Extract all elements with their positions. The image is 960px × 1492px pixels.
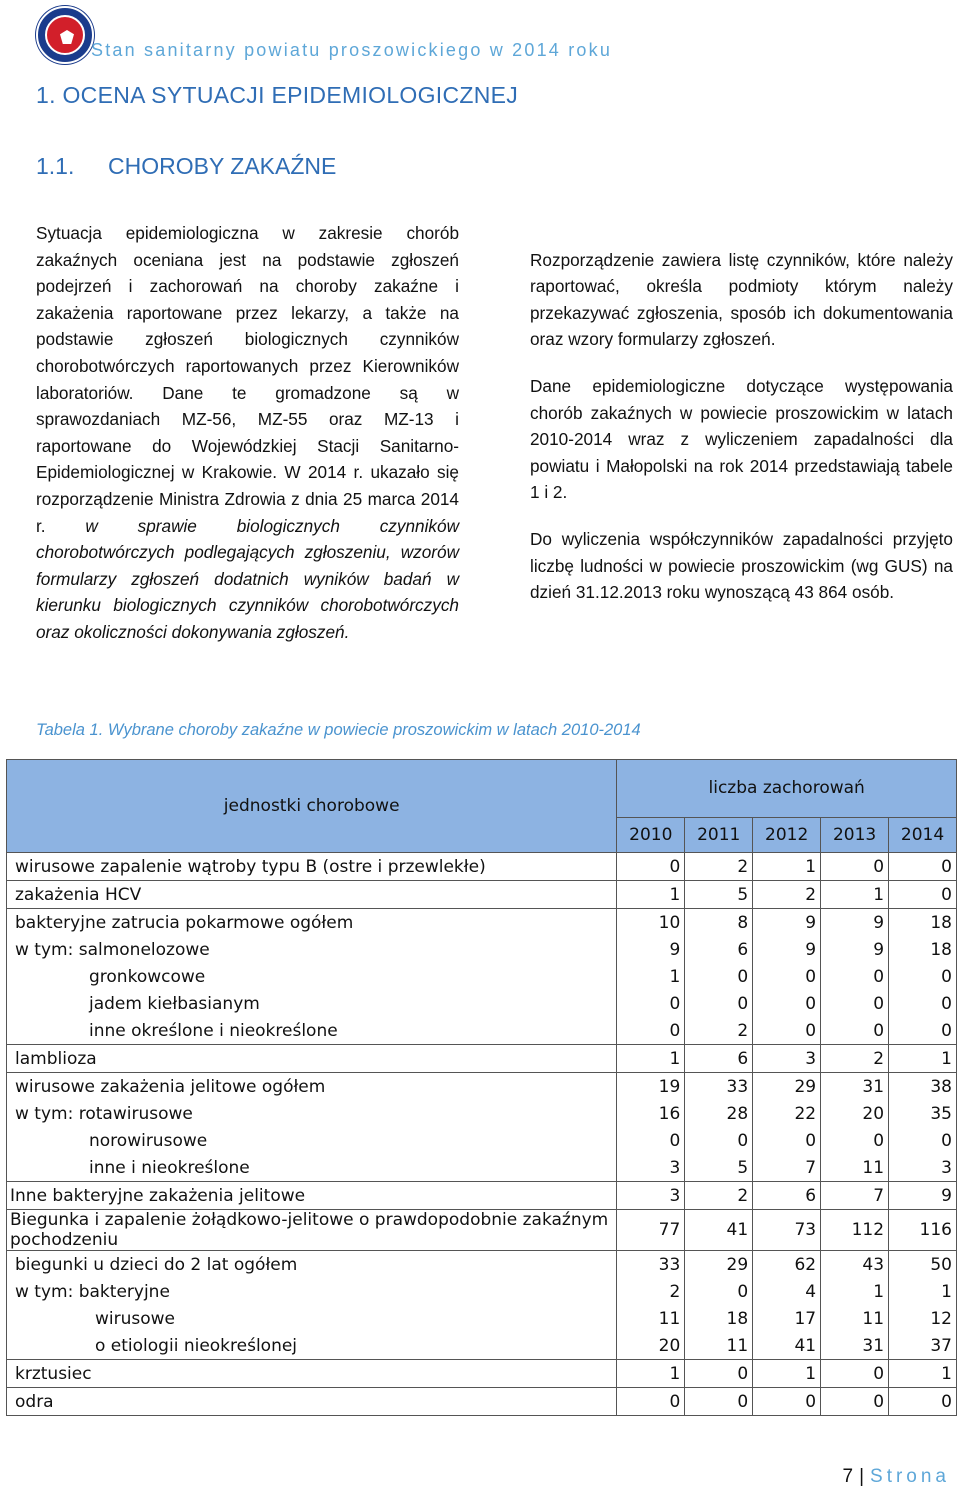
cell-value: 33 — [617, 1251, 685, 1279]
disease-table — [6, 759, 957, 1416]
cell-value: 31 — [821, 1332, 889, 1360]
cell-value: 16 — [617, 1100, 685, 1127]
cell-value: 9 — [753, 936, 821, 963]
cell-value: 112 — [821, 1210, 889, 1251]
table-row — [7, 1045, 957, 1073]
page-number: 7 — [842, 1466, 854, 1487]
cell-value: 7 — [821, 1182, 889, 1210]
row-label: wirusowe — [7, 1305, 617, 1332]
table-row — [7, 990, 957, 1017]
cell-value: 8 — [685, 909, 753, 937]
cell-value: 22 — [753, 1100, 821, 1127]
cell-value: 43 — [821, 1251, 889, 1279]
table-row — [7, 853, 957, 881]
running-title: Stan sanitarny powiatu proszowickiego w 2014 roku — [91, 40, 613, 60]
row-label: wirusowe zapalenie wątroby typu B (ostre i przewlekłe) — [7, 853, 617, 881]
cell-value: 18 — [685, 1305, 753, 1332]
cell-value: 2 — [753, 881, 821, 909]
cell-value: 116 — [889, 1210, 957, 1251]
cell-value: 0 — [617, 1017, 685, 1045]
table-row — [7, 1100, 957, 1127]
table-row — [7, 1388, 957, 1416]
cell-value: 9 — [753, 909, 821, 937]
row-label: inne i nieokreślone — [7, 1154, 617, 1182]
cell-value: 29 — [753, 1073, 821, 1101]
table-row — [7, 1305, 957, 1332]
table-row — [7, 1278, 957, 1305]
cell-value: 18 — [889, 936, 957, 963]
eagle-icon — [60, 30, 74, 44]
cell-value: 0 — [821, 990, 889, 1017]
cell-value: 1 — [889, 1278, 957, 1305]
cell-value: 3 — [753, 1045, 821, 1073]
row-label: odra — [7, 1388, 617, 1416]
cell-value: 1 — [617, 1045, 685, 1073]
cell-value: 0 — [753, 990, 821, 1017]
table-row — [7, 1210, 957, 1251]
paragraph-regulation: Rozporządzenie zawiera listę czynników, które należy raportować, określa podmioty którym należy przekazywać zgłoszenia, sposób ich dokumentowania oraz wzory formularzy zgłoszeń. — [530, 249, 953, 350]
row-label: bakteryjne zatrucia pokarmowe ogółem — [7, 909, 617, 937]
cell-value: 1 — [753, 1360, 821, 1388]
cell-value: 50 — [889, 1251, 957, 1279]
table-row — [7, 936, 957, 963]
cell-value: 2 — [685, 1017, 753, 1045]
cell-value: 38 — [889, 1073, 957, 1101]
row-label: w tym: bakteryjne — [7, 1278, 617, 1305]
cell-value: 19 — [617, 1073, 685, 1101]
header-cases: liczba zachorowań — [617, 760, 957, 818]
header-year: 2012 — [753, 817, 821, 852]
cell-value: 9 — [617, 936, 685, 963]
table-row — [7, 1154, 957, 1182]
header-year: 2010 — [617, 817, 685, 852]
cell-value: 1 — [889, 1360, 957, 1388]
cell-value: 77 — [617, 1210, 685, 1251]
cell-value: 2 — [617, 1278, 685, 1305]
cell-value: 0 — [617, 990, 685, 1017]
cell-value: 62 — [753, 1251, 821, 1279]
cell-value: 2 — [821, 1045, 889, 1073]
row-label: w tym: salmonelozowe — [7, 936, 617, 963]
cell-value: 35 — [889, 1100, 957, 1127]
cell-value: 0 — [889, 990, 957, 1017]
cell-value: 18 — [889, 909, 957, 937]
row-label: w tym: rotawirusowe — [7, 1100, 617, 1127]
cell-value: 0 — [889, 881, 957, 909]
row-label: zakażenia HCV — [7, 881, 617, 909]
cell-value: 11 — [821, 1154, 889, 1182]
text-column-right — [530, 220, 953, 606]
cell-value: 9 — [889, 1182, 957, 1210]
paragraph-intro — [36, 220, 459, 646]
header-year: 2013 — [821, 817, 889, 852]
cell-value: 0 — [617, 853, 685, 881]
cell-value: 12 — [889, 1305, 957, 1332]
cell-value: 33 — [685, 1073, 753, 1101]
cell-value: 2 — [685, 853, 753, 881]
cell-value: 0 — [753, 1388, 821, 1416]
paragraph-population: Do wyliczenia współczynników zapadalności przyjęto liczbę ludności w powiecie proszowickim (wg GUS) na dzień 31.12.2013 roku wynoszącą 43 864 osób. — [530, 528, 953, 603]
cell-value: 1 — [821, 1278, 889, 1305]
cell-value: 1 — [889, 1045, 957, 1073]
cell-value: 0 — [889, 963, 957, 990]
cell-value: 9 — [821, 909, 889, 937]
cell-value: 1 — [617, 1360, 685, 1388]
cell-value: 0 — [617, 1388, 685, 1416]
cell-value: 1 — [617, 881, 685, 909]
subsection-label: CHOROBY ZAKAŹNE — [108, 153, 337, 179]
cell-value: 0 — [753, 963, 821, 990]
subsection-title — [36, 153, 336, 180]
cell-value: 9 — [821, 936, 889, 963]
cell-value: 10 — [617, 909, 685, 937]
cell-value: 11 — [685, 1332, 753, 1360]
cell-value: 0 — [617, 1127, 685, 1154]
cell-value: 0 — [685, 1360, 753, 1388]
header-year: 2014 — [889, 817, 957, 852]
cell-value: 0 — [753, 1127, 821, 1154]
row-label: inne określone i nieokreślone — [7, 1017, 617, 1045]
row-label: Biegunka i zapalenie żołądkowo-jelitowe o prawdopodobnie zakaźnym pochodzeniu — [7, 1210, 617, 1251]
cell-value: 41 — [685, 1210, 753, 1251]
table-row — [7, 1332, 957, 1360]
subsection-number: 1.1. — [36, 153, 75, 179]
cell-value: 3 — [617, 1154, 685, 1182]
cell-value: 2 — [685, 1182, 753, 1210]
cell-value: 6 — [685, 936, 753, 963]
cell-value: 20 — [617, 1332, 685, 1360]
logo-inner-ring — [45, 15, 85, 55]
footer-separator: | — [859, 1466, 865, 1487]
table-row — [7, 1251, 957, 1279]
row-label: norowirusowe — [7, 1127, 617, 1154]
regulation-title: w sprawie biologicznych czynników chorobotwórczych podlegających zgłoszeniu, wzorów formularzy zgłoszeń dodatnich wyników badań w kierunku biologicznych czynników chorobotwórczych oraz okoliczności dokonywania zgłoszeń. — [36, 515, 459, 642]
cell-value: 0 — [685, 963, 753, 990]
paragraph-intro-text: Sytuacja epidemiologiczna w zakresie chorób zakaźnych oceniana jest na podstawie zgłoszeń podejrzeń i zachorowań na choroby zakaźne i zakażenia raportowane przez lekarzy, a także na podstawie zgłoszeń biologicznych czynników chorobotwórczych raportowanych przez Kierowników laboratoriów. Dane te gromadzone są w sprawozdaniach MZ-56, MZ-55 oraz MZ-13 i raportowane do Wojewódzkiej Stacji Sanitarno-Epidemiologicznej w Krakowie. W 2014 r. ukazało się rozporządzenie Ministra Zdrowia z dnia 25 marca 2014 r. — [36, 223, 459, 536]
paragraph-data-scope: Dane epidemiologiczne dotyczące występowania chorób zakaźnych w powiecie proszowickim w latach 2010-2014 wraz z wyliczeniem zapadalności dla powiatu i Małopolski na rok 2014 przedstawiają tabele 1 i 2. — [530, 375, 953, 503]
section-title: 1. OCENA SYTUACJI EPIDEMIOLOGICZNEJ — [36, 82, 519, 108]
page-word: Strona — [870, 1466, 950, 1487]
cell-value: 73 — [753, 1210, 821, 1251]
cell-value: 37 — [889, 1332, 957, 1360]
header-year: 2011 — [685, 817, 753, 852]
cell-value: 17 — [753, 1305, 821, 1332]
cell-value: 3 — [617, 1182, 685, 1210]
cell-value: 6 — [685, 1045, 753, 1073]
cell-value: 6 — [753, 1182, 821, 1210]
cell-value: 0 — [821, 1017, 889, 1045]
cell-value: 5 — [685, 881, 753, 909]
cell-value: 0 — [685, 1127, 753, 1154]
cell-value: 0 — [889, 853, 957, 881]
table-row — [7, 1127, 957, 1154]
cell-value: 0 — [889, 1127, 957, 1154]
table-row — [7, 1017, 957, 1045]
table-row — [7, 1182, 957, 1210]
table-row — [7, 909, 957, 937]
row-label: lamblioza — [7, 1045, 617, 1073]
cell-value: 0 — [821, 1388, 889, 1416]
cell-value: 4 — [753, 1278, 821, 1305]
cell-value: 28 — [685, 1100, 753, 1127]
table-row — [7, 1073, 957, 1101]
cell-value: 0 — [685, 1388, 753, 1416]
cell-value: 41 — [753, 1332, 821, 1360]
row-label: gronkowcowe — [7, 963, 617, 990]
cell-value: 1 — [617, 963, 685, 990]
cell-value: 31 — [821, 1073, 889, 1101]
row-label: biegunki u dzieci do 2 lat ogółem — [7, 1251, 617, 1279]
sanepid-logo — [36, 6, 94, 64]
table-row — [7, 1360, 957, 1388]
cell-value: 0 — [753, 1017, 821, 1045]
cell-value: 0 — [889, 1017, 957, 1045]
cell-value: 11 — [617, 1305, 685, 1332]
cell-value: 0 — [821, 963, 889, 990]
text-column-left — [36, 220, 459, 646]
row-label: Inne bakteryjne zakażenia jelitowe — [7, 1182, 617, 1210]
table-caption: Tabela 1. Wybrane choroby zakaźne w powiecie proszowickim w latach 2010-2014 — [36, 721, 641, 739]
cell-value: 7 — [753, 1154, 821, 1182]
cell-value: 0 — [821, 1360, 889, 1388]
cell-value: 11 — [821, 1305, 889, 1332]
row-label: jadem kiełbasianym — [7, 990, 617, 1017]
cell-value: 0 — [685, 1278, 753, 1305]
header-unit: jednostki chorobowe — [7, 760, 617, 853]
row-label: wirusowe zakażenia jelitowe ogółem — [7, 1073, 617, 1101]
cell-value: 0 — [889, 1388, 957, 1416]
row-label: krztusiec — [7, 1360, 617, 1388]
page-footer — [843, 1466, 951, 1488]
cell-value: 0 — [685, 990, 753, 1017]
cell-value: 3 — [889, 1154, 957, 1182]
cell-value: 29 — [685, 1251, 753, 1279]
cell-value: 1 — [821, 881, 889, 909]
page-header — [36, 6, 936, 62]
table-row — [7, 963, 957, 990]
cell-value: 5 — [685, 1154, 753, 1182]
cell-value: 20 — [821, 1100, 889, 1127]
cell-value: 0 — [821, 853, 889, 881]
row-label: o etiologii nieokreślonej — [7, 1332, 617, 1360]
cell-value: 1 — [753, 853, 821, 881]
table-row — [7, 881, 957, 909]
cell-value: 0 — [821, 1127, 889, 1154]
